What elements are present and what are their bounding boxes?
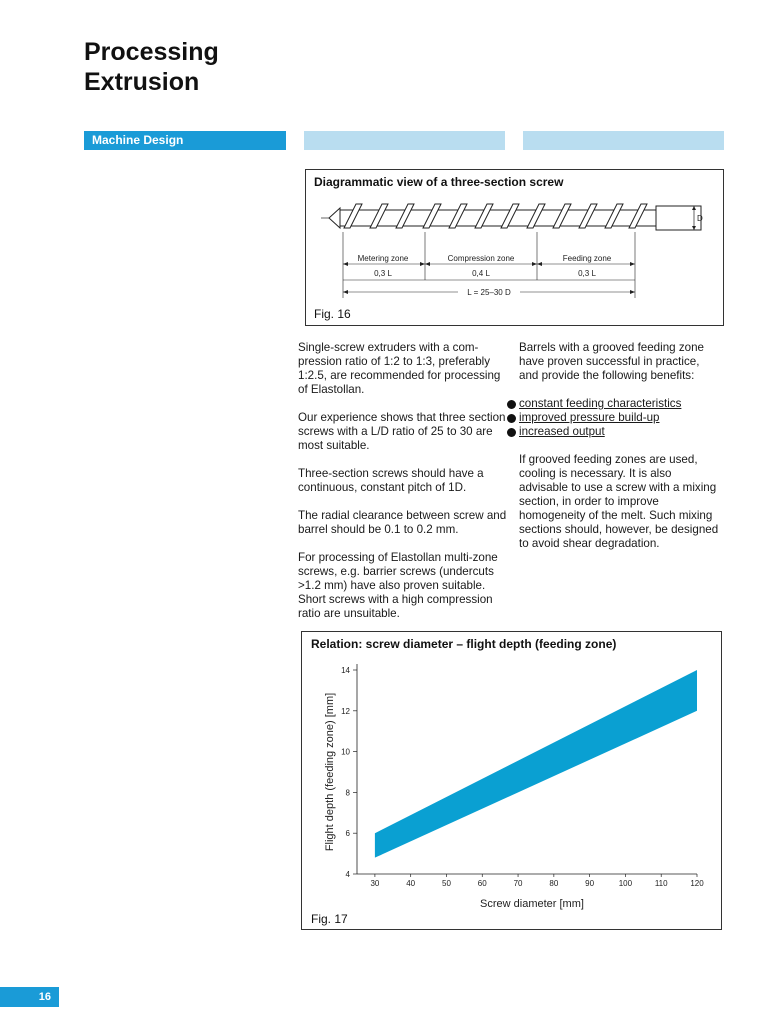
x-tick-label: 100 [618, 879, 633, 888]
section-label: Machine Design [84, 131, 286, 150]
list-item: constant feeding characteristics [519, 397, 719, 411]
y-axis-label: Flight depth (feeding zone) [mm] [324, 692, 336, 852]
x-tick-label: 110 [654, 879, 668, 888]
left-column [298, 341, 508, 635]
paragraph: Barrels with a grooved feeding zone have proven successful in practice, and provide the following benefits: [519, 341, 704, 382]
list-item: improved pressure build-up [519, 411, 719, 425]
screw-tip [329, 208, 340, 228]
section-bar-empty-2 [523, 131, 724, 150]
zone-metering-value: 0,3 L [374, 269, 392, 278]
paragraph: For processing of Elastollan multi-zone screws, e.g. barrier screws (undercuts >1.2 mm) have also proven suitable. Short screws with a high compression ratio are unsuitable. [298, 551, 498, 620]
figure-16 [305, 169, 724, 326]
zone-compression-label: Compression zone [447, 254, 515, 263]
zone-feeding-value: 0,3 L [578, 269, 596, 278]
x-tick-label: 80 [549, 879, 559, 888]
paragraph: The radial clearance between screw and barrel should be 0.1 to 0.2 mm. [298, 509, 507, 536]
zone-metering-label: Metering zone [357, 254, 409, 263]
x-tick-label: 70 [513, 879, 523, 888]
zone-compression-value: 0,4 L [472, 269, 490, 278]
bullet-icon [507, 400, 516, 409]
data-band [375, 670, 697, 858]
length-label: L = 25–30 D [467, 288, 511, 297]
bullet-icon [507, 428, 516, 437]
list-item: increased output [519, 425, 719, 439]
x-tick-label: 120 [690, 879, 704, 888]
paragraph: If grooved feeding zones are used, cooling is necessary. It is also advisable to use a screw with a mixing section, in order to improve homogeneity of the melt. Such mixing sections should, however, be designed to avoid shear degradation. [519, 453, 719, 550]
figure-16-caption: Fig. 16 [314, 307, 351, 321]
y-tick-label: 14 [341, 666, 350, 675]
figure-17 [301, 631, 722, 930]
flight-depth-chart [302, 632, 721, 929]
diameter-label: D [697, 214, 703, 223]
screw-diagram [306, 170, 723, 325]
paragraph: Three-section screws should have a continuous, constant pitch of 1D. [298, 467, 484, 494]
bullet-icon [507, 414, 516, 423]
figure-17-caption: Fig. 17 [311, 912, 348, 926]
page-title [84, 37, 219, 97]
page-number: 16 [0, 987, 59, 1007]
title-line-2: Extrusion [84, 68, 200, 96]
paragraph: Single-screw extruders with a com-pression ratio of 1:2 to 1:3, preferably 1:2.5, are recommended for processing of Elastollan. [298, 341, 501, 396]
benefit-list [519, 397, 719, 439]
section-bar-empty-1 [304, 131, 505, 150]
figure-16-title: Diagrammatic view of a three-section screw [314, 175, 564, 189]
zone-feeding-label: Feeding zone [562, 254, 612, 263]
x-tick-label: 50 [442, 879, 451, 888]
x-tick-label: 60 [477, 879, 487, 888]
y-tick-label: 6 [345, 829, 350, 839]
y-tick-label: 4 [345, 870, 350, 879]
chart-title: Relation: screw diameter – flight depth (feeding zone) [311, 637, 617, 651]
paragraph: Our experience shows that three section screws with a L/D ratio of 25 to 30 are most suitable. [298, 411, 506, 452]
y-tick-label: 8 [345, 788, 350, 798]
x-tick-label: 90 [585, 879, 595, 888]
title-line-1: Processing [84, 38, 219, 66]
y-tick-label: 10 [341, 747, 350, 757]
y-tick-label: 12 [341, 706, 350, 716]
x-axis-label: Screw diameter [mm] [480, 898, 584, 910]
x-tick-label: 30 [370, 879, 380, 888]
x-tick-label: 40 [406, 879, 416, 888]
right-column [519, 341, 719, 565]
